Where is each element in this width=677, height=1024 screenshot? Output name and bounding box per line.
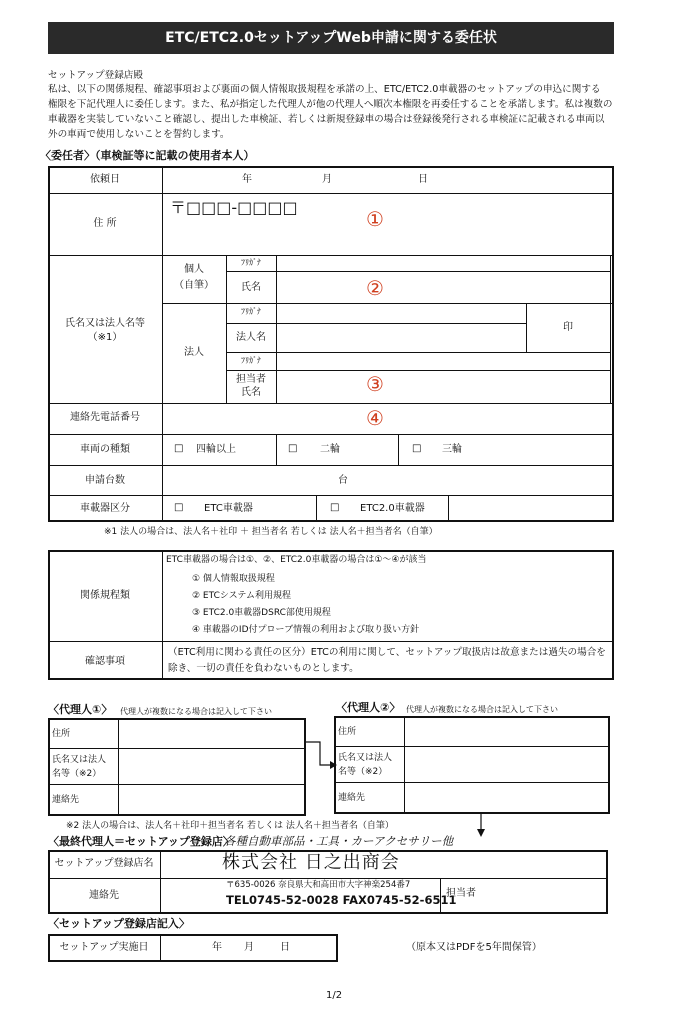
marker-4: ④ xyxy=(366,406,384,430)
individual-label: 個人 xyxy=(184,264,204,275)
rule-4: ④ 車載器のID付プローブ情報の利用および取り扱い方針 xyxy=(192,625,420,635)
agent1-heading: 〈代理人①〉 xyxy=(48,703,113,716)
agent2-heading: 〈代理人②〉 xyxy=(336,701,401,714)
marker-1: ① xyxy=(366,207,384,231)
corp-furigana-label: ﾌﾘｶﾞﾅ xyxy=(241,307,261,316)
checkbox-2wheel[interactable]: □ xyxy=(288,443,298,454)
rule-3: ③ ETC2.0車載器DSRC部使用規程 xyxy=(192,608,331,618)
rules-intro: ETC車載器の場合は①、②、ETC2.0車載器の場合は①～④が該当 xyxy=(166,555,427,565)
phone-label: 連絡先電話番号 xyxy=(70,412,140,423)
person-furigana-label: ﾌﾘｶﾞﾅ xyxy=(241,356,261,365)
intro-line-3: 車載器を実装していないこと確認し、提出した車検証、若しくは新規登録車の場合は登録後発行される車検証に記載される車両以 xyxy=(48,114,605,125)
setup-date-label: セットアップ実施日 xyxy=(59,942,149,953)
setup-day: 日 xyxy=(280,942,290,953)
checkbox-etc[interactable]: □ xyxy=(174,502,184,513)
count-label: 申請台数 xyxy=(85,475,125,486)
shop-name: 株式会社 日之出商会 xyxy=(222,852,400,873)
device-type-label: 車載器区分 xyxy=(80,503,130,514)
retention-note: （原本又はPDFを5年間保管） xyxy=(406,942,542,953)
page-title: ETC/ETC2.0セットアップWeb申請に関する委任状 xyxy=(48,22,614,54)
address-label: 住 所 xyxy=(93,218,117,229)
page-number: 1/2 xyxy=(326,990,343,1001)
option-etc: ETC車載器 xyxy=(204,503,253,514)
option-etc2: ETC2.0車載器 xyxy=(360,503,425,514)
agent2-table xyxy=(334,716,610,814)
staff-label: 担当者 xyxy=(446,888,476,899)
agent1-name-label-1: 氏名又は法人 xyxy=(52,755,107,765)
shop-tel-fax: TEL0745-52-0028 FAX0745-52-6511 xyxy=(226,893,457,907)
confirm-label: 確認事項 xyxy=(85,656,125,667)
principal-heading: 〈委任者〉（車検証等に記載の使用者本人） xyxy=(40,149,255,162)
handwritten-note: 各種自動車部品・工具・カーアクセサリー他 xyxy=(224,834,454,848)
seal-label: 印 xyxy=(563,322,573,333)
intro-line-2: 権限を下記代理人に委任します。また、私が指定した代理人が他の代理人へ順次本権限を再委任することを承諾します。私は複数の xyxy=(48,99,613,110)
setup-month: 月 xyxy=(244,942,254,953)
shop-name-label: セットアップ登録店名 xyxy=(54,858,154,869)
shop-address: 〒635-0026 奈良県大和高田市大字神楽254番7 xyxy=(226,880,411,890)
agent-note: ※2 法人の場合は、法人名＋社印＋担当者名 若しくは 法人名＋担当者名（自筆） xyxy=(66,821,394,831)
intro-line-4: 外の車両で使用しないことを誓約します。 xyxy=(48,129,230,140)
name-note: （※1） xyxy=(87,332,123,343)
setup-heading: 〈セットアップ登録店記入〉 xyxy=(48,917,190,930)
person-label: 担当者 xyxy=(236,374,266,385)
final-agent-heading: 〈最終代理人＝セットアップ登録店〉 xyxy=(48,835,234,848)
corp-name-label: 法人名 xyxy=(236,332,266,343)
option-2wheel: 二輪 xyxy=(320,444,340,455)
down-arrow-icon xyxy=(474,814,488,838)
setup-year: 年 xyxy=(212,942,222,953)
agent2-contact-label: 連絡先 xyxy=(338,793,366,803)
agent2-address-label: 住所 xyxy=(338,727,357,737)
request-date-label: 依頼日 xyxy=(90,174,120,185)
option-4wheel: 四輪以上 xyxy=(196,444,236,455)
addressee: セットアップ登録店殿 xyxy=(48,70,143,81)
person-sub-label: 氏名 xyxy=(241,387,261,398)
confirm-line-2: 除き、一切の責任を負わないものとします。 xyxy=(168,663,359,674)
agent1-address-label: 住所 xyxy=(52,729,71,739)
agent2-name-label-1: 氏名又は法人 xyxy=(338,753,393,763)
checkbox-3wheel[interactable]: □ xyxy=(412,443,422,454)
agent2-note: 代理人が複数になる場合は記入して下さい xyxy=(406,705,558,714)
individual-sub: （自筆） xyxy=(174,280,214,291)
agent1-contact-label: 連絡先 xyxy=(52,795,80,805)
agent1-note: 代理人が複数になる場合は記入して下さい xyxy=(120,707,272,716)
marker-2: ② xyxy=(366,276,384,300)
intro-line-1: 私は、以下の関係規程、確認事項および裏面の個人情報取扱規程を承諾の上、ETC/ETC2.0車載器のセットアップの申込に関する xyxy=(48,84,601,95)
contact-label: 連絡先 xyxy=(89,890,119,901)
furigana-label: ﾌﾘｶﾞﾅ xyxy=(241,258,261,267)
rule-1: ① 個人情報取扱規程 xyxy=(192,574,275,584)
checkbox-etc2[interactable]: □ xyxy=(330,502,340,513)
postal-code-field[interactable]: 〒□□□-□□□□ xyxy=(170,198,298,217)
count-unit: 台 xyxy=(338,475,348,486)
date-month: 月 xyxy=(322,174,332,185)
agent1-name-label-2: 名等（※2） xyxy=(52,769,102,779)
option-3wheel: 三輪 xyxy=(442,444,462,455)
rules-label: 関係規程類 xyxy=(80,590,130,601)
principal-note: ※1 法人の場合は、法人名＋社印 ＋ 担当者名 若しくは 法人名＋担当者名（自筆） xyxy=(104,527,438,537)
agent1-table xyxy=(48,718,306,816)
corp-label: 法人 xyxy=(184,347,204,358)
date-year: 年 xyxy=(242,174,252,185)
rule-2: ② ETCシステム利用規程 xyxy=(192,591,291,601)
confirm-line-1: （ETC利用に関わる責任の区分）ETCの利用に関して、セットアップ取扱店は故意または過失の場合を xyxy=(168,647,606,658)
name-label: 氏名又は法人名等 xyxy=(65,318,145,329)
marker-3: ③ xyxy=(366,372,384,396)
individual-name-label: 氏名 xyxy=(241,282,261,293)
vehicle-type-label: 車両の種類 xyxy=(80,444,130,455)
checkbox-4wheel[interactable]: □ xyxy=(174,443,184,454)
date-day: 日 xyxy=(418,174,428,185)
agent2-name-label-2: 名等（※2） xyxy=(338,767,388,777)
arrow-icon xyxy=(304,740,338,770)
